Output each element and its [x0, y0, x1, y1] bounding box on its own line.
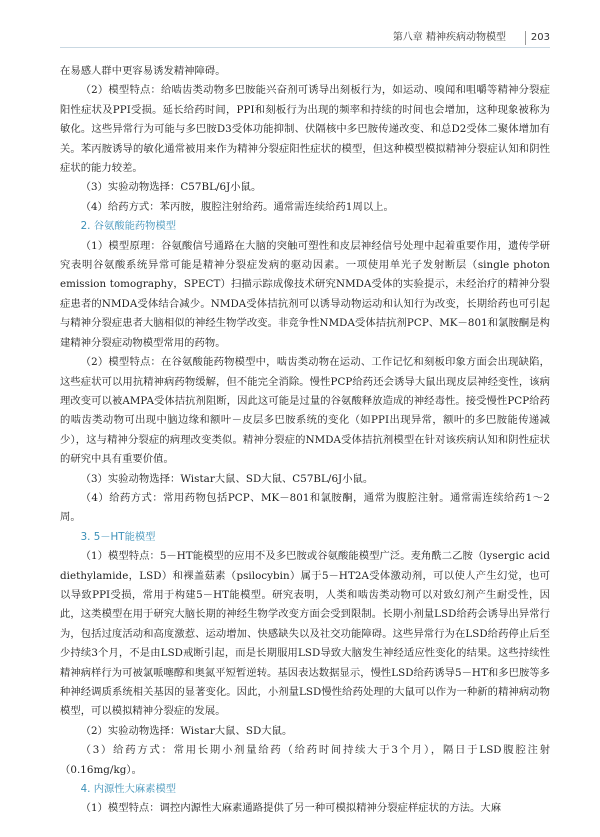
chapter-title: 第八章 精神疾病动物模型: [392, 32, 506, 43]
section-heading: 3. 5－HT能模型: [80, 530, 156, 543]
paragraph: （2）实验动物选择：Wistar大鼠、SD大鼠。: [80, 724, 293, 737]
paragraph: （4）给药方式：苯丙胺，腹腔注射给药。通常需连续给药1周以上。: [80, 200, 394, 213]
paragraph: （1）模型原理：谷氨酸信号通路在大脑的突触可塑性和皮层神经信号处理中起着重要作用，遗传学研究表明谷氨酸系统异常可能是精神分裂症发病的驱动因素。一项使用单光子发射断层（single photon emission tomography，SPECT）扫描示踪成像技术研究NMDA受体的实验提示，未经治疗的精神分裂症患者的NMDA受体结合减少。NMDA受体拮抗剂可以诱导动物运动和认知行为改变，长期给药也可引起与精神分裂症患者大脑相似的神经生物学改变。非竞争性NMDA受体拮抗剂PCP、MK－801和氯胺酮是构建精神分裂症动物模型常用的药物。: [60, 239, 550, 349]
paragraph: （3）给药方式：常用长期小剂量给药（给药时间持续大于3个月），隔日于LSD腹腔注射（0.16mg/kg）。: [60, 744, 550, 776]
paragraph: （3）实验动物选择：Wistar大鼠、SD大鼠、C57BL/6J小鼠。: [80, 472, 374, 485]
section-heading: 2. 谷氨酸能药物模型: [80, 220, 177, 233]
paragraph: （1）模型特点：5－HT能模型的应用不及多巴胺或谷氨酸能模型广泛。麦角酰二乙胺（lysergic acid diethylamide，LSD）和裸盖菇素（psilocybin）属于5－HT2A受体激动剂，可以使人产生幻觉，也可以导致PPI受损，常用于构建5－HT能模型。研究表明，人类和啮齿类动物可以对致幻剂产生耐受性，因此，这类模型在用于研究大脑长期的神经生物学改变方面会受到限制。长期小剂量LSD给药会诱导出异常行为，包括过度活动和高度激惹、运动增加、快感缺失以及社交功能障碍。这些异常行为在LSD给药停止后至少持续3个月，不是由LSD戒断引起，而是长期服用LSD导致大脑发生神经适应性变化的结果。这些持续性精神病样行为可被氯哌噻醇和奥氮平短暂逆转。基因表达数据显示，慢性LSD给药诱导5－HT和多巴胺等多种神经调质系统相关基因的显著变化。因此，小剂量LSD慢性给药处理的大鼠可以作为一种新的精神病动物模型，可以模拟精神分裂症的发展。: [60, 550, 550, 718]
paragraph: （2）模型特点：给啮齿类动物多巴胺能兴奋剂可诱导出刻板行为，如运动、嗅闻和咀嚼等精神分裂症阳性症状及PPI受损。延长给药时间，PPI和刻板行为出现的频率和持续的时间也会增加，这种现象被称为敏化。这些异常行为可能与多巴胺D3受体功能抑制、伏隔核中多巴胺传递改变、和总D2受体二聚体增加有关。苯丙胺诱导的敏化通常被用来作为精神分裂症阳性症状的模型，但这种模型模拟精神分裂症认知和阴性症状的能力较差。: [60, 84, 550, 175]
paragraph: （2）模型特点：在谷氨酸能药物模型中，啮齿类动物在运动、工作记忆和刻板印象方面会出现缺陷，这些症状可以用抗精神病药物缓解，但不能完全消除。慢性PCP给药还会诱导大鼠出现皮层神经变性，该病理改变可以被AMPA受体拮抗剂阻断，因此这可能是过量的谷氨酸释放造成的神经毒性。接受慢性PCP给药的啮齿类动物可出现中脑边缘和额叶－皮层多巴胺系统的变化（如PPI出现异常，额叶的多巴胺能传递减少），这与精神分裂症的病理改变类似。精神分裂症的NMDA受体拮抗剂模型在针对该疾病认知和阴性症状的研究中具有重要价值。: [60, 356, 550, 466]
paragraph: （1）模型特点：调控内源性大麻素通路提供了另一种可模拟精神分裂症样症状的方法。大麻: [80, 802, 502, 815]
paragraph: （4）给药方式：常用药物包括PCP、MK－801和氯胺酮，通常为腹腔注射。通常需连续给药1～2周。: [60, 491, 550, 524]
paragraph: 在易感人群中更容易诱发精神障碍。: [60, 65, 226, 77]
section-heading: 4. 内源性大麻素模型: [80, 783, 177, 796]
page-number: 203: [525, 31, 550, 45]
running-header: [60, 31, 550, 48]
body-text: [60, 62, 550, 819]
paragraph: （3）实验动物选择：C57BL/6J小鼠。: [80, 181, 262, 194]
